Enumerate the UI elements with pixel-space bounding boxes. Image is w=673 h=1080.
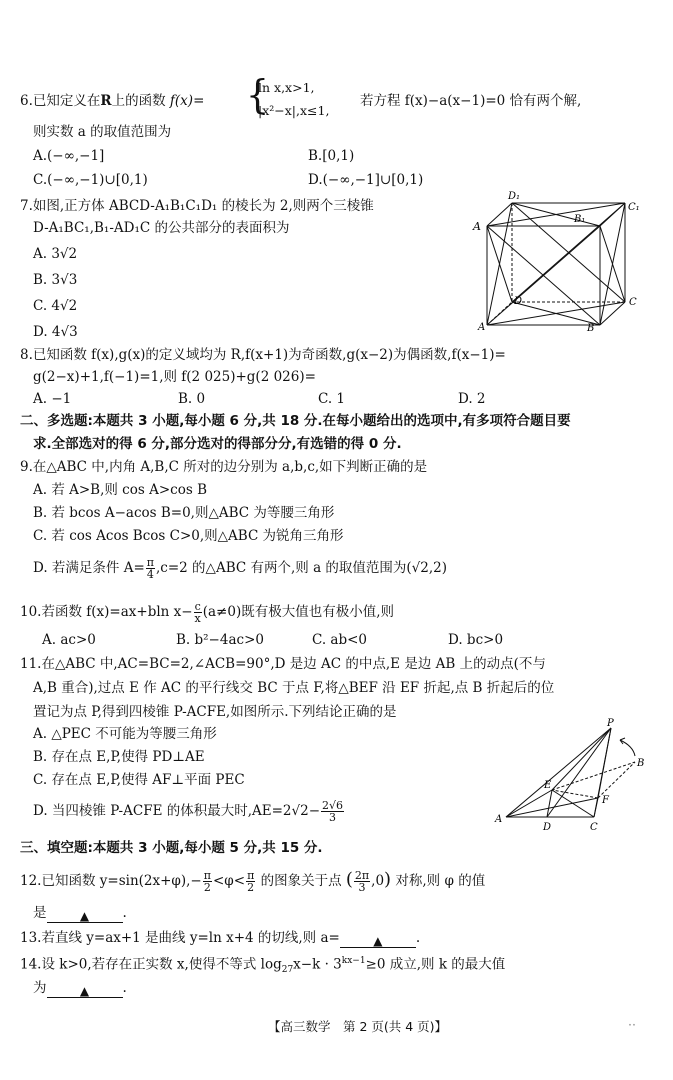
q6-brace: { bbox=[246, 72, 269, 118]
q8-option-b: B. 0 bbox=[178, 391, 206, 407]
q9-stem: 9.在△ABC 中,内角 A,B,C 所对的边分别为 a,b,c,如下判断正确的是 bbox=[20, 459, 428, 475]
q7-option-c: C. 4√2 bbox=[33, 298, 78, 314]
q7-stem-line2: D-A₁BC₁,B₁-AD₁C 的公共部分的表面积为 bbox=[33, 220, 290, 236]
q6-stem-ask: 则实数 a 的取值范围为 bbox=[33, 124, 172, 140]
q12-fraction-2: $\frac{\pi}{2}$ bbox=[247, 869, 255, 894]
pyramid-label-c: C bbox=[590, 822, 598, 833]
q9-option-d: D. 若满足条件 A= $\frac{\pi}{4}$ ,c=2 的△ABC 有两个,则 a 的取值范围为(√2,2) bbox=[33, 556, 448, 581]
q11-option-b: B. 存在点 E,P,使得 PD⊥AE bbox=[33, 749, 205, 765]
q7-stem-line1: 7.如图,正方体 ABCD-A₁B₁C₁D₁ 的棱长为 2,则两个三棱锥 bbox=[20, 198, 374, 214]
q7-option-b: B. 3√3 bbox=[33, 272, 78, 288]
q10-option-a: A. ac>0 bbox=[42, 632, 96, 648]
q6-option-d: D.(−∞,−1]∪[0,1) bbox=[308, 172, 424, 188]
q13-answer-blank[interactable]: ▲ bbox=[340, 931, 416, 948]
q12-answer-blank[interactable]: ▲ bbox=[47, 906, 123, 923]
q6-stem-prefix: 6.已知定义在R上的函数 f(x)= bbox=[20, 93, 205, 109]
q11-option-a: A. △PEC 不可能为等腰三角形 bbox=[33, 726, 217, 742]
q6-option-b: B.[0,1) bbox=[308, 148, 355, 164]
page-footer: 【高三数学 第 2 页(共 4 页)】 bbox=[268, 1019, 448, 1034]
q9-fraction-pi-over-4: $\frac{\pi}{4}$ bbox=[146, 556, 155, 581]
cube-figure bbox=[470, 188, 650, 338]
cube-label-b: B bbox=[587, 323, 595, 334]
corner-mark: ·· bbox=[628, 1017, 636, 1032]
cube-label-c: C bbox=[629, 297, 637, 308]
q6-piece1: ln x,x>1, bbox=[258, 80, 315, 95]
cube-label-a: A bbox=[478, 322, 486, 333]
cube-label-d1: D₁ bbox=[508, 191, 521, 202]
q8-option-d: D. 2 bbox=[458, 391, 486, 407]
q11-fraction: $\frac{2√6}{3}$ bbox=[322, 799, 344, 824]
q10-option-c: C. ab<0 bbox=[312, 632, 368, 648]
pyramid-figure bbox=[490, 718, 650, 836]
q13-stem: 13.若直线 y=ax+1 是曲线 y=ln x+4 的切线,则 a= ▲ . bbox=[20, 930, 421, 948]
section2-header-line2: 求.全部选对的得 6 分,部分选对的得部分分,有选错的得 0 分. bbox=[33, 436, 402, 452]
q6-option-a: A.(−∞,−1] bbox=[33, 148, 105, 164]
q9-option-c: C. 若 cos Acos Bcos C>0,则△ABC 为锐角三角形 bbox=[33, 528, 344, 544]
cube-label-d: D bbox=[514, 296, 523, 307]
cube-label-c1: C₁ bbox=[628, 202, 640, 213]
q11-option-d: D. 当四棱锥 P-ACFE 的体积最大时,AE=2√2− $\frac{2√6}{3}$ bbox=[33, 799, 344, 824]
pyramid-label-p: P bbox=[607, 718, 614, 729]
q10-option-b: B. b²−4ac>0 bbox=[176, 632, 264, 648]
section2-header-line1: 二、多选题:本题共 3 小题,每小题 6 分,共 18 分.在每小题给出的选项中,有多项符合题目要 bbox=[20, 413, 571, 429]
q10-fraction-c-over-x: $\frac{c}{x}$ bbox=[194, 600, 201, 625]
q14-answer-blank[interactable]: ▲ bbox=[47, 981, 123, 998]
q10-stem: 10.若函数 f(x)=ax+bln x− $\frac{c}{x}$ (a≠0)既有极大值也有极小值,则 bbox=[20, 600, 395, 625]
q8-option-c: C. 1 bbox=[318, 391, 346, 407]
cube-label-a1: A bbox=[473, 220, 481, 233]
q11-option-c: C. 存在点 E,P,使得 AF⊥平面 PEC bbox=[33, 772, 245, 788]
q12-fraction-1: $\frac{\pi}{2}$ bbox=[203, 869, 211, 894]
pyramid-label-b: B bbox=[637, 758, 645, 769]
q9-option-a: A. 若 A>B,则 cos A>cos B bbox=[33, 482, 207, 498]
q10-option-d: D. bc>0 bbox=[448, 632, 504, 648]
pyramid-label-a: A bbox=[495, 814, 503, 825]
q8-stem-line1: 8.已知函数 f(x),g(x)的定义域均为 R,f(x+1)为奇函数,g(x−2)为偶函数,f(x−1)= bbox=[20, 347, 506, 363]
q12-answer-line: 是 ▲ . bbox=[33, 905, 127, 923]
q6-option-c: C.(−∞,−1)∪[0,1) bbox=[33, 172, 148, 188]
q9-option-b: B. 若 bcos A−acos B=0,则△ABC 为等腰三角形 bbox=[33, 505, 335, 521]
q14-stem: 14.设 k>0,若存在正实数 x,使得不等式 $\log_{27}x-k \cdot 3^{kx-1}\ge 0$ 成立,则 k 的最大值 bbox=[20, 956, 506, 976]
q8-option-a: A. −1 bbox=[33, 391, 72, 407]
q11-stem-line2: A,B 重合),过点 E 作 AC 的平行线交 BC 于点 F,将△BEF 沿 EF 折起,点 B 折起后的位 bbox=[33, 680, 555, 696]
pyramid-label-d: D bbox=[543, 822, 552, 833]
q12-fraction-3: $\frac{2\pi}{3}$ bbox=[354, 869, 370, 894]
q11-stem-line3: 置记为点 P,得到四棱锥 P-ACFE,如图所示.下列结论正确的是 bbox=[33, 704, 397, 720]
q6-piece2: |x²−x|,x≤1, bbox=[258, 103, 330, 118]
q6-stem-condition: 若方程 f(x)−a(x−1)=0 恰有两个解, bbox=[360, 93, 582, 109]
cube-label-b1: B₁ bbox=[574, 214, 586, 225]
pyramid-label-e: E bbox=[544, 780, 552, 791]
q12-stem: 12.已知函数 y=sin(2x+φ),− $\frac{\pi}{2}$ <φ< $\frac{\pi}{2}$ 的图象关于点 ( $\frac{2\pi}{3}$ ,0) 对称,则 φ 的值 bbox=[20, 869, 486, 894]
section3-header: 三、填空题:本题共 3 小题,每小题 5 分,共 15 分. bbox=[20, 840, 323, 856]
q7-option-a: A. 3√2 bbox=[33, 246, 78, 262]
pyramid-label-f: F bbox=[602, 795, 609, 806]
q14-answer-line: 为 ▲ . bbox=[33, 980, 127, 998]
q8-stem-line2: g(2−x)+1,f(−1)=1,则 f(2 025)+g(2 026)= bbox=[33, 369, 316, 385]
q11-stem-line1: 11.在△ABC 中,AC=BC=2,∠ACB=90°,D 是边 AC 的中点,E 是边 AB 上的动点(不与 bbox=[20, 656, 546, 672]
q7-option-d: D. 4√3 bbox=[33, 324, 78, 340]
